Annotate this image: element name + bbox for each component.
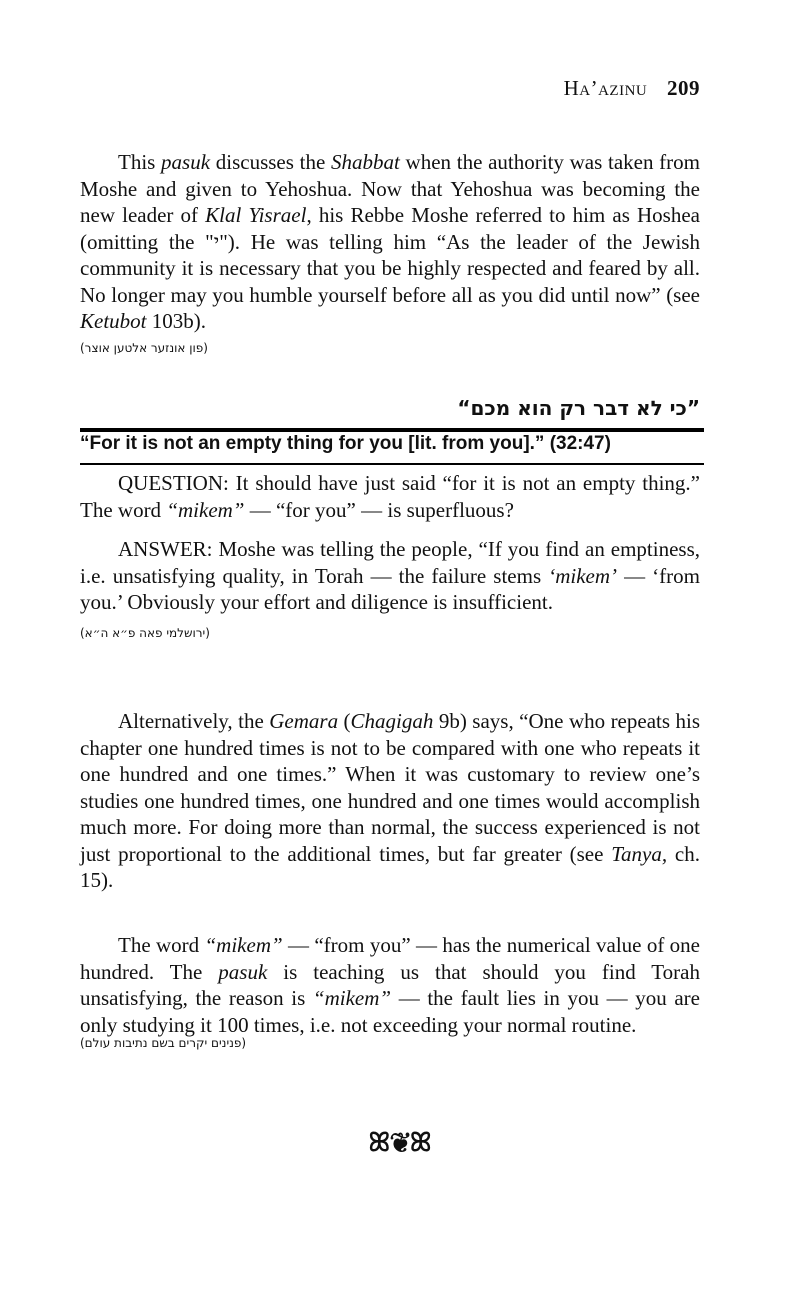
text-run: — “from you” — has the numerical value of one hundred. The — [80, 933, 700, 984]
text-run: ANSWER: Moshe was telling the people, “If you find an emptiness, i.e. unsatisfying quality, in Torah — the failure stems — [80, 537, 700, 588]
italic-term: “mikem” — [204, 933, 283, 957]
paragraph-question — [80, 470, 700, 523]
paragraph-closing — [80, 932, 700, 1038]
italic-term: “mikem” — [312, 986, 392, 1010]
text-run: is teaching us that should you find Torah unsatisfying, the reason is — [80, 959, 700, 1010]
section-closing — [80, 932, 700, 1050]
section-shabbat — [80, 149, 700, 355]
paragraph-answer — [80, 536, 700, 616]
text-run: ( — [338, 709, 351, 733]
text-run: 9b) says, “One who repeats his chapter one hundred times is not to be compared with one who repeats it one hundred and one times.” When it was customary to review one’s studies one hundred times, one hundred and one times would accomplish much more. For doing more than normal, the success experienced is not just proportional to the additional times, but far greater (see — [80, 709, 700, 866]
italic-term: pasuk — [218, 959, 268, 984]
text-run: The word — [118, 933, 205, 957]
italic-term: Tanya, — [611, 841, 668, 866]
text-run: Alternatively, the — [118, 709, 270, 733]
italic-term: Klal Yisrael — [205, 203, 307, 227]
italic-term: Shabbat — [331, 150, 400, 174]
verse-english: “For it is not an empty thing for you [lit. from you].” (32:47) — [80, 433, 611, 454]
heading-rule-thick — [80, 428, 704, 432]
text-run: — the fault lies in you — you are only studying it 100 times, i.e. not exceeding your normal routine. — [80, 986, 700, 1037]
italic-term: Chagigah — [350, 709, 434, 733]
text-run: , his Rebbe Moshe referred to him as Hoshea (omitting the "י"). He was telling him “As the leader of the Jewish community it is necessary that you be highly respected and feared by all. No longer may you humble yourself before all as you did until now” (see — [80, 203, 700, 307]
text-run: discusses the — [210, 150, 331, 174]
section-alternative — [80, 708, 700, 894]
section-question — [80, 470, 700, 523]
text-run: 103b). — [146, 309, 206, 333]
text-run: when the authority was taken from Moshe and given to Yehoshua. Now that Yehoshua was becoming the new leader of — [80, 150, 700, 227]
italic-term: “mikem” — [166, 497, 245, 522]
chapter-title: Ha’azinu — [563, 76, 648, 100]
italic-term: pasuk — [161, 150, 211, 174]
running-head — [564, 76, 700, 101]
page-number: 209 — [667, 76, 700, 100]
paragraph-alternative — [80, 708, 700, 894]
text-run: — “for you” — is superfluous? — [244, 497, 514, 522]
source-citation-2: (ירושלמי פאה פ״א ה״א) — [80, 625, 210, 640]
italic-term: Gemara — [269, 709, 339, 733]
source-citation-1: (פון אונזער אלטען אוצר) — [80, 340, 208, 355]
text-run: — ‘from you.’ Obviously your effort and diligence is insufficient. — [80, 563, 700, 614]
section-end-ornament: ꕤ❦ꕤ — [368, 1128, 432, 1158]
verse-hebrew: ”כי לא דבר רק הוא מכם“ — [457, 396, 700, 420]
text-run: QUESTION: It should have just said “for it is not an empty thing.” The word — [80, 471, 700, 522]
source-citation-3: (פנינים יקרים בשם נתיבות עולם) — [80, 1036, 247, 1050]
italic-term: ‘mikem’ — [548, 563, 617, 588]
italic-term: Ketubot — [80, 309, 147, 333]
section-answer — [80, 536, 700, 640]
text-run: This — [118, 150, 162, 174]
text-run: ch. 15). — [80, 841, 700, 892]
paragraph-shabbat — [80, 149, 700, 335]
heading-rule-thin — [80, 463, 704, 465]
